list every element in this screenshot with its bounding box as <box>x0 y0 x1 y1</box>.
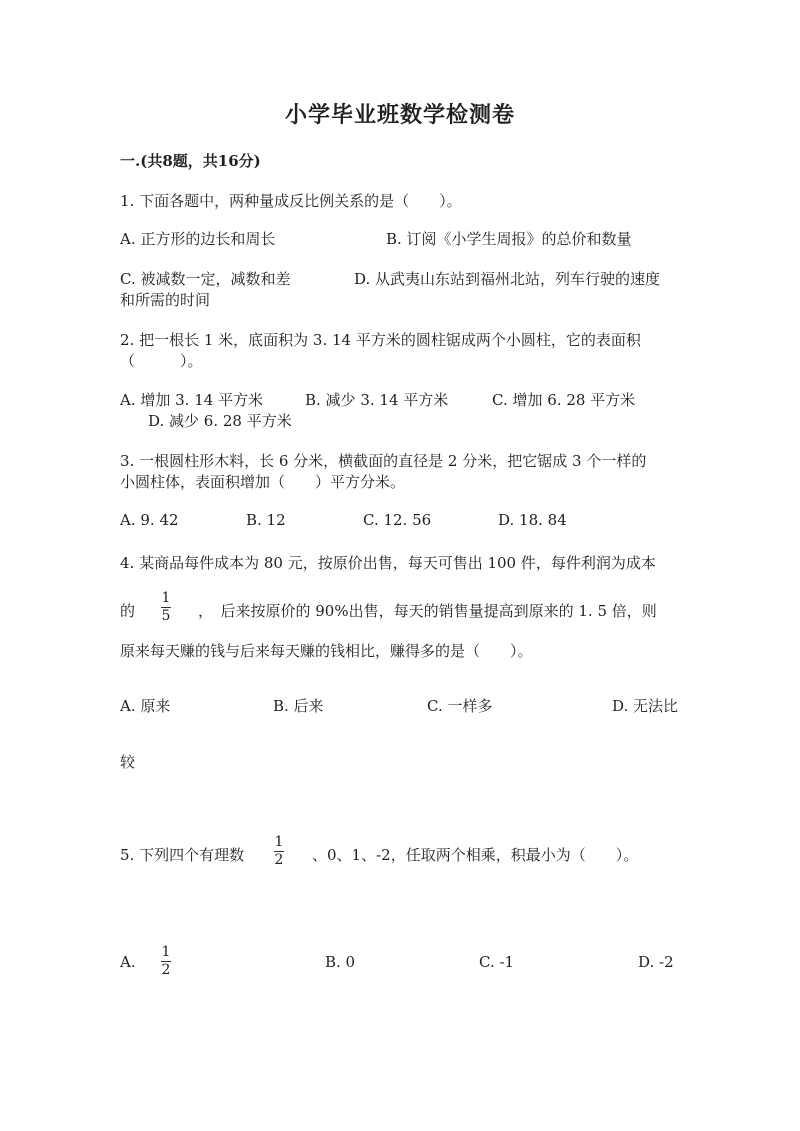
q5-stem: 5. 下列四个有理数 <box>120 846 245 864</box>
q4-option-d-continued: 较 <box>120 753 136 771</box>
q4-stem-continued: ， 后来按原价的 90%出售，每天的销售量提高到原来的 1. 5 倍，则 <box>198 602 657 620</box>
q4-option-a: A. 原来 <box>120 697 171 715</box>
page-title: 小学毕业班数学检测卷 <box>284 102 515 128</box>
q4-stem-line3: 原来每天赚的钱与后来每天赚的钱相比，赚得多的是（ ）。 <box>120 642 533 660</box>
q1-option-b: B. 订阅《小学生周报》的总价和数量 <box>386 230 632 248</box>
q4-fraction <box>161 591 171 623</box>
q1-option-d: D. 从武夷山东站到福州北站，列车行驶的速度 <box>354 270 661 288</box>
q2-stem-continued: （ ）。 <box>120 352 203 370</box>
q4-option-c: C. 一样多 <box>427 697 493 715</box>
q5-option-d: D. -2 <box>638 953 674 971</box>
fraction-numerator: 1 <box>161 944 171 960</box>
q5-option-a-label: A. <box>120 953 136 971</box>
section-heading: 一.(共8题，共16分) <box>120 152 261 170</box>
fraction-denominator: 2 <box>161 961 171 978</box>
q3-option-a: A. 9. 42 <box>120 511 179 529</box>
q2-stem: 2. 把一根长 1 米，底面积为 3. 14 平方米的圆柱锯成两个小圆柱，它的表面积 <box>120 331 641 349</box>
q1-option-c: C. 被减数一定，减数和差 <box>120 270 291 288</box>
q5-option-c: C. -1 <box>479 953 515 971</box>
q4-option-b: B. 后来 <box>273 697 324 715</box>
q4-option-d: D. 无法比 <box>612 697 679 715</box>
q1-option-a: A. 正方形的边长和周长 <box>120 230 276 248</box>
q2-option-b: B. 减少 3. 14 平方米 <box>305 391 449 409</box>
q3-stem: 3. 一根圆柱形木料，长 6 分米，横截面的直径是 2 分米，把它锯成 3 个一样的 <box>120 452 647 470</box>
q4-word-of: 的 <box>120 602 136 620</box>
q5-option-a-fraction <box>161 945 171 977</box>
q4-stem: 4. 某商品每件成本为 80 元，按原价出售，每天可售出 100 件，每件利润为成本 <box>120 554 656 572</box>
q5-fraction <box>274 835 284 867</box>
fraction-numerator: 1 <box>161 590 171 606</box>
fraction-denominator: 5 <box>161 607 171 624</box>
q2-option-a: A. 增加 3. 14 平方米 <box>120 391 264 409</box>
q3-option-b: B. 12 <box>246 511 286 529</box>
q3-stem-continued: 小圆柱体，表面积增加（ ）平方分米。 <box>120 473 406 491</box>
q5-stem-continued: 、0、1、-2，任取两个相乘，积最小为（ ）。 <box>312 846 639 864</box>
fraction-numerator: 1 <box>274 834 284 850</box>
q2-option-c: C. 增加 6. 28 平方米 <box>492 391 636 409</box>
q2-option-d: D. 减少 6. 28 平方米 <box>148 412 292 430</box>
q5-option-b: B. 0 <box>325 953 356 971</box>
q3-option-c: C. 12. 56 <box>363 511 432 529</box>
q1-option-d-continued: 和所需的时间 <box>120 291 211 309</box>
q3-option-d: D. 18. 84 <box>498 511 567 529</box>
fraction-denominator: 2 <box>274 851 284 868</box>
q1-stem: 1. 下面各题中，两种量成反比例关系的是（ ）。 <box>120 192 462 210</box>
